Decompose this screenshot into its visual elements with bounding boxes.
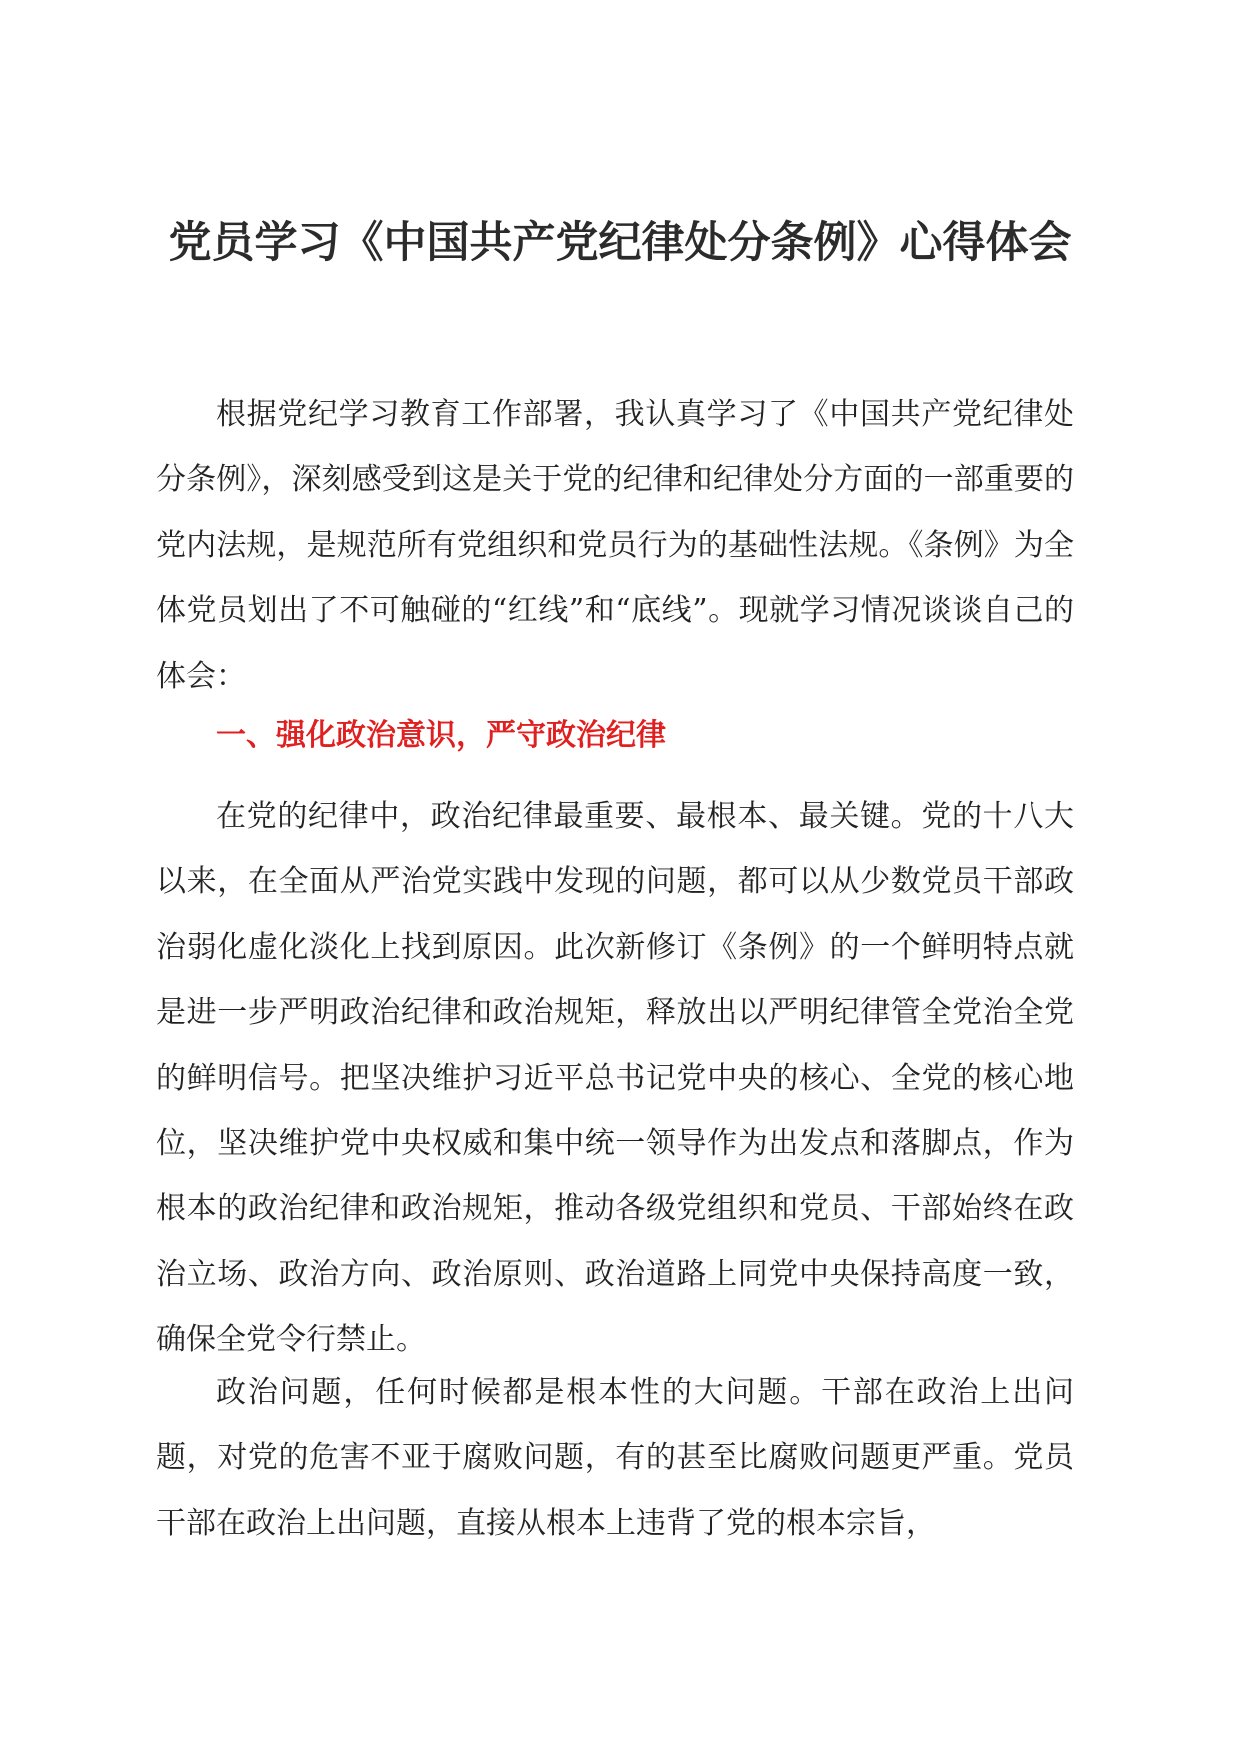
body-paragraph-1: 在党的纪律中，政治纪律最重要、最根本、最关键。党的十八大以来，在全面从严治党实践中发现的问题，都可以从少数党员干部政治弱化虚化淡化上找到原因。此次新修订《条例》的一个鲜明特点就是进一步严明政治纪律和政治规矩，释放出以严明纪律管全党治全党的鲜明信号。把坚决维护习近平总书记党中央的核心、全党的核心地位，坚决维护党中央权威和集中统一领导作为出发点和落脚点，作为根本的政治纪律和政治规矩，推动各级党组织和党员、干部始终在政治立场、政治方向、政治原则、政治道路上同党中央保持高度一致，确保全党令行禁止。 [156,799,1074,1358]
intro-paragraph: 根据党纪学习教育工作部署，我认真学习了《中国共产党纪律处分条例》，深刻感受到这是关于党的纪律和纪律处分方面的一部重要的党内法规，是规范所有党组织和党员行为的基础性法规。《条例》为全体党员划出了不可触碰的“红线”和“底线”。现就学习情况谈谈自己的体会： [156,397,1074,694]
body-paragraph-2: 政治问题，任何时候都是根本性的大问题。干部在政治上出问题，对党的危害不亚于腐败问题，有的甚至比腐败问题更严重。党员干部在政治上出问题，直接从根本上违背了党的根本宗旨， [156,1375,1074,1541]
section-heading-1: 一、强化政治意识，严守政治纪律 [216,718,666,753]
document-title: 党员学习《中国共产党纪律处分条例》心得体会 [168,218,1072,268]
